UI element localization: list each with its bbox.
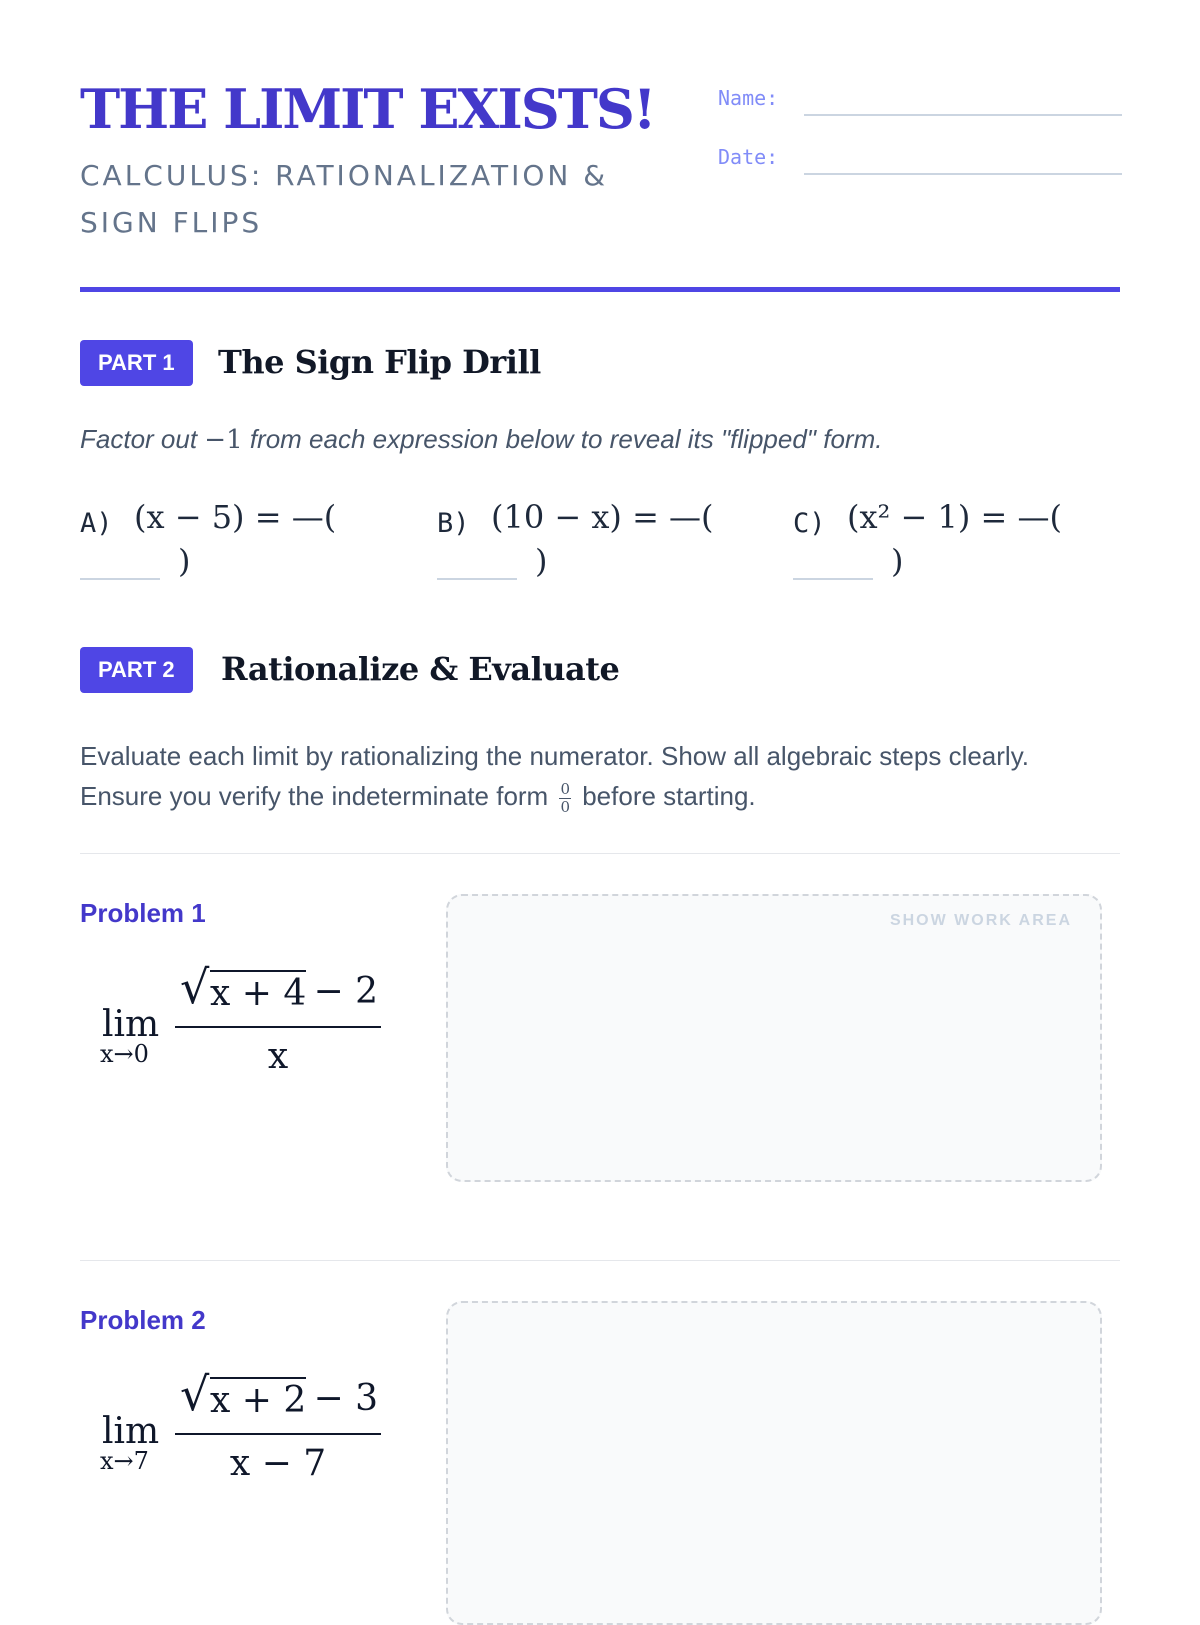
problem-1-label: Problem 1 bbox=[80, 898, 206, 928]
problem-divider bbox=[80, 1260, 1120, 1261]
indeterminate-fraction bbox=[559, 781, 571, 816]
drill-close-paren: ) bbox=[891, 542, 904, 580]
numerator-rest: − 2 bbox=[313, 971, 378, 1012]
part1-header bbox=[80, 340, 680, 388]
drill-close-paren: ) bbox=[178, 542, 191, 580]
fraction-numerator: 0 bbox=[560, 779, 570, 798]
problem-2-work-area[interactable] bbox=[446, 1301, 1102, 1625]
drill-label: C) bbox=[793, 508, 826, 539]
sqrt-radicand: x + 2 bbox=[210, 1377, 306, 1421]
part2-badge: PART 2 bbox=[80, 647, 193, 693]
lim-operator: lim bbox=[102, 1411, 160, 1452]
sqrt-radicand: x + 4 bbox=[210, 970, 306, 1014]
part2-title: Rationalize & Evaluate bbox=[221, 650, 620, 688]
part1-instruction bbox=[80, 424, 882, 455]
drill-answer-blank[interactable] bbox=[80, 578, 160, 580]
page-title: THE LIMIT EXISTS! bbox=[80, 77, 655, 141]
part1-title: The Sign Flip Drill bbox=[218, 343, 541, 381]
drill-item-a bbox=[80, 498, 410, 598]
fraction-bar bbox=[175, 1026, 381, 1028]
lim-subscript: x→7 bbox=[100, 1447, 149, 1475]
limit-numerator bbox=[176, 960, 380, 1016]
work-area-label: SHOW WORK AREA bbox=[889, 912, 1072, 929]
name-field[interactable] bbox=[718, 82, 1122, 122]
drill-item-c bbox=[793, 498, 1123, 598]
problem-1-limit bbox=[100, 960, 390, 1078]
problem-divider bbox=[80, 853, 1120, 854]
drill-close-paren: ) bbox=[535, 542, 548, 580]
part1-instruction-math: −1 bbox=[204, 425, 243, 455]
drill-item-b bbox=[437, 498, 767, 598]
page-subtitle: CALCULUS: RATIONALIZATION & SIGN FLIPS bbox=[80, 159, 609, 239]
header-divider bbox=[80, 287, 1120, 292]
drill-answer-blank[interactable] bbox=[437, 578, 517, 580]
part1-badge: PART 1 bbox=[80, 340, 193, 386]
numerator-rest: − 3 bbox=[313, 1378, 378, 1419]
drill-expression: (x − 5) = —( bbox=[134, 498, 337, 536]
problem-1-work-area[interactable] bbox=[446, 894, 1102, 1182]
part1-instruction-after: from each expression below to reveal its "flipped" form. bbox=[242, 424, 883, 454]
limit-numerator bbox=[176, 1367, 380, 1423]
fraction-bar bbox=[175, 1433, 381, 1435]
drill-expression: (x² − 1) = —( bbox=[847, 498, 1062, 536]
date-label: Date: bbox=[718, 145, 779, 169]
part2-instruction-line2-before: Ensure you verify the indeterminate form bbox=[80, 781, 556, 811]
drill-answer-blank[interactable] bbox=[793, 578, 873, 580]
name-line[interactable] bbox=[804, 114, 1122, 116]
part2-instruction bbox=[80, 736, 1140, 816]
part2-instruction-line1: Evaluate each limit by rationalizing the numerator. Show all algebraic steps clearly. bbox=[80, 741, 1029, 771]
fraction-denominator: 0 bbox=[560, 797, 570, 816]
sqrt-symbol: √ bbox=[180, 960, 210, 1014]
problem-2-label: Problem 2 bbox=[80, 1305, 206, 1335]
date-line[interactable] bbox=[804, 173, 1122, 175]
problem-2-limit bbox=[100, 1367, 390, 1485]
drill-label: A) bbox=[80, 508, 113, 539]
part2-header bbox=[80, 647, 780, 695]
date-field[interactable] bbox=[718, 141, 1122, 181]
drill-expression: (10 − x) = —( bbox=[491, 498, 714, 536]
limit-denominator: x bbox=[267, 1036, 289, 1077]
name-label: Name: bbox=[718, 86, 779, 110]
sqrt-symbol: √ bbox=[180, 1367, 210, 1421]
lim-subscript: x→0 bbox=[100, 1040, 149, 1068]
drill-label: B) bbox=[437, 508, 470, 539]
limit-denominator: x − 7 bbox=[229, 1443, 327, 1484]
part1-instruction-before: Factor out bbox=[80, 424, 205, 454]
part2-instruction-line2-after: before starting. bbox=[575, 781, 756, 811]
lim-operator: lim bbox=[102, 1004, 160, 1045]
